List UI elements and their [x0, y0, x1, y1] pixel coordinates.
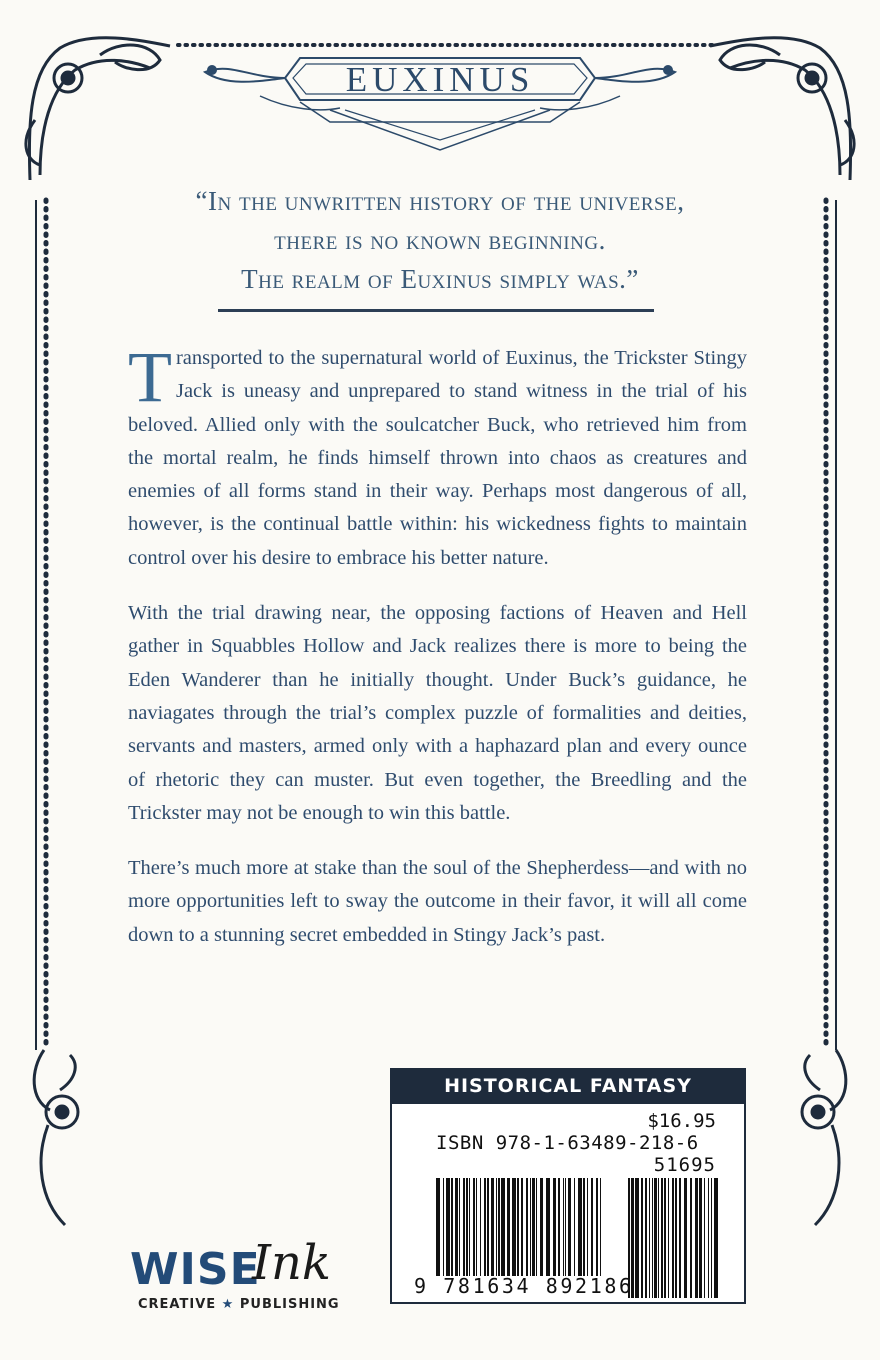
barcode-bar: [641, 1178, 643, 1298]
barcode-bar: [558, 1178, 560, 1276]
blurb-paragraph-text: ransported to the supernatural world of Euxinus, the Trickster Stingy Jack is uneasy and unprepared to stand witness in the trial of his beloved. Allied only with the soulcatcher Buck, who retrieved him from the mortal realm, he finds himself thrown into chaos as creatures and enemies of all forms stand in their way. Perhaps most dangerous of all, however, is the continual battle within: his wickedness fights to maintain control over his desire to embrace his better nature.: [128, 347, 747, 569]
barcode-bar: [563, 1178, 564, 1276]
barcode-bar: [496, 1178, 497, 1276]
barcode-bar: [484, 1178, 486, 1276]
barcode-bar: [507, 1178, 510, 1276]
barcode-bar: [512, 1178, 516, 1276]
barcode-bar: [652, 1178, 653, 1298]
blurb: [128, 337, 747, 974]
barcode-bar: [466, 1178, 468, 1276]
barcode-bar: [679, 1178, 681, 1298]
quote-line: “In the unwritten history of the universe,: [195, 186, 685, 216]
barcode-bar: [578, 1178, 582, 1276]
blurb-paragraph: With the trial drawing near, the opposing factions of Heaven and Hell gather in Squabbles Hollow and Jack realizes there is more to being the Eden Wanderer than he initially thought. Under Buck’s guidance, he naviagates through the trial’s complex puzzle of formalities and deities, servants and masters, armed only with a haphazard plan and every ounce of rhetoric they can muster. But even together, the Breedling and the Trickster may not be enough to win this battle.: [128, 602, 747, 824]
barcode-bar: [596, 1178, 598, 1276]
quote-line: The realm of Euxinus simply was.”: [241, 264, 639, 294]
barcode-bar: [521, 1178, 523, 1276]
barcode-bar: [546, 1178, 550, 1276]
publisher-logo-ink: Ink: [252, 1235, 331, 1291]
barcode-bar: [574, 1178, 575, 1276]
genre-label: HISTORICAL FANTASY: [390, 1068, 746, 1104]
barcode-bar: [658, 1178, 659, 1298]
corner-flourish-bottom-left: [34, 1050, 78, 1225]
barcode-bar: [473, 1178, 475, 1276]
ean-digits: 9 781634 892186: [414, 1274, 634, 1298]
blurb-paragraph: [128, 337, 747, 575]
publisher-logo-wise: WISE: [130, 1244, 261, 1295]
quote-divider: [218, 309, 654, 312]
barcode-bar: [649, 1178, 650, 1298]
barcode-bar: [446, 1178, 450, 1276]
barcode-bar: [675, 1178, 677, 1298]
barcode-bar: [501, 1178, 505, 1276]
drop-cap: T: [128, 337, 172, 417]
blurb-paragraph: There’s much more at stake than the soul of the Shepherdess—and with no more opportunities left to sway the outcome in their favor, it will all come down to a stunning secret embedded in Stingy Jack’s past.: [128, 857, 747, 946]
barcode-bar: [635, 1178, 639, 1298]
publisher-sub-left: CREATIVE: [138, 1297, 217, 1312]
barcode-bar: [540, 1178, 543, 1276]
barcode-bar: [591, 1178, 593, 1276]
barcode-bar: [714, 1178, 718, 1298]
barcode-bar: [532, 1178, 535, 1276]
barcode-bar: [654, 1178, 657, 1298]
barcode-bar: [668, 1178, 669, 1298]
corner-flourish-top-right: [710, 38, 854, 180]
barcode-bar: [708, 1178, 709, 1298]
barcode-bar: [487, 1178, 489, 1276]
epigraph-quote: [120, 182, 760, 299]
barcode-bar: [517, 1178, 519, 1276]
barcode-bar: [645, 1178, 647, 1298]
barcode-bar: [553, 1178, 556, 1276]
barcode-bar: [695, 1178, 698, 1298]
price-label: $16.95: [647, 1110, 716, 1132]
barcode-bar: [498, 1178, 500, 1276]
star-icon: ★: [221, 1297, 235, 1312]
barcode-bar: [568, 1178, 571, 1276]
barcode-bar: [661, 1178, 663, 1298]
barcode-bar: [526, 1178, 528, 1276]
barcode-bar: [451, 1178, 453, 1276]
barcode-bar: [455, 1178, 458, 1276]
quote-line: there is no known beginning.: [274, 225, 606, 255]
book-title: EUXINUS: [345, 60, 535, 99]
barcode-bar: [480, 1178, 481, 1276]
barcode-bar: [463, 1178, 465, 1276]
barcode-bar: [436, 1178, 440, 1276]
barcode-bar: [587, 1178, 588, 1276]
barcode-bar: [491, 1178, 494, 1276]
barcode-bar: [699, 1178, 702, 1298]
corner-flourish-top-left: [26, 38, 170, 180]
barcode-bar: [704, 1178, 705, 1298]
barcode-panel: [390, 1104, 746, 1304]
barcode-bar: [443, 1178, 444, 1276]
barcode-bar: [530, 1178, 531, 1276]
barcode-bar: [600, 1178, 601, 1276]
barcode-bar: [565, 1178, 566, 1276]
barcode-bar: [690, 1178, 692, 1298]
isbn-label: ISBN 978-1-63489-218-6: [436, 1132, 699, 1154]
addon-code: 51695: [653, 1154, 716, 1176]
publisher-sub-right: PUBLISHING: [239, 1297, 340, 1312]
barcode-bar: [684, 1178, 687, 1298]
barcode-bar: [583, 1178, 585, 1276]
barcode-bar: [536, 1178, 537, 1276]
barcode-bar: [711, 1178, 712, 1298]
barcode-bar: [672, 1178, 674, 1298]
corner-flourish-bottom-right: [802, 1050, 846, 1225]
barcode-bar: [469, 1178, 470, 1276]
barcode-bar: [476, 1178, 477, 1276]
barcode-bar: [459, 1178, 460, 1276]
barcode-bar: [664, 1178, 666, 1298]
publisher-subtitle: [138, 1297, 340, 1312]
